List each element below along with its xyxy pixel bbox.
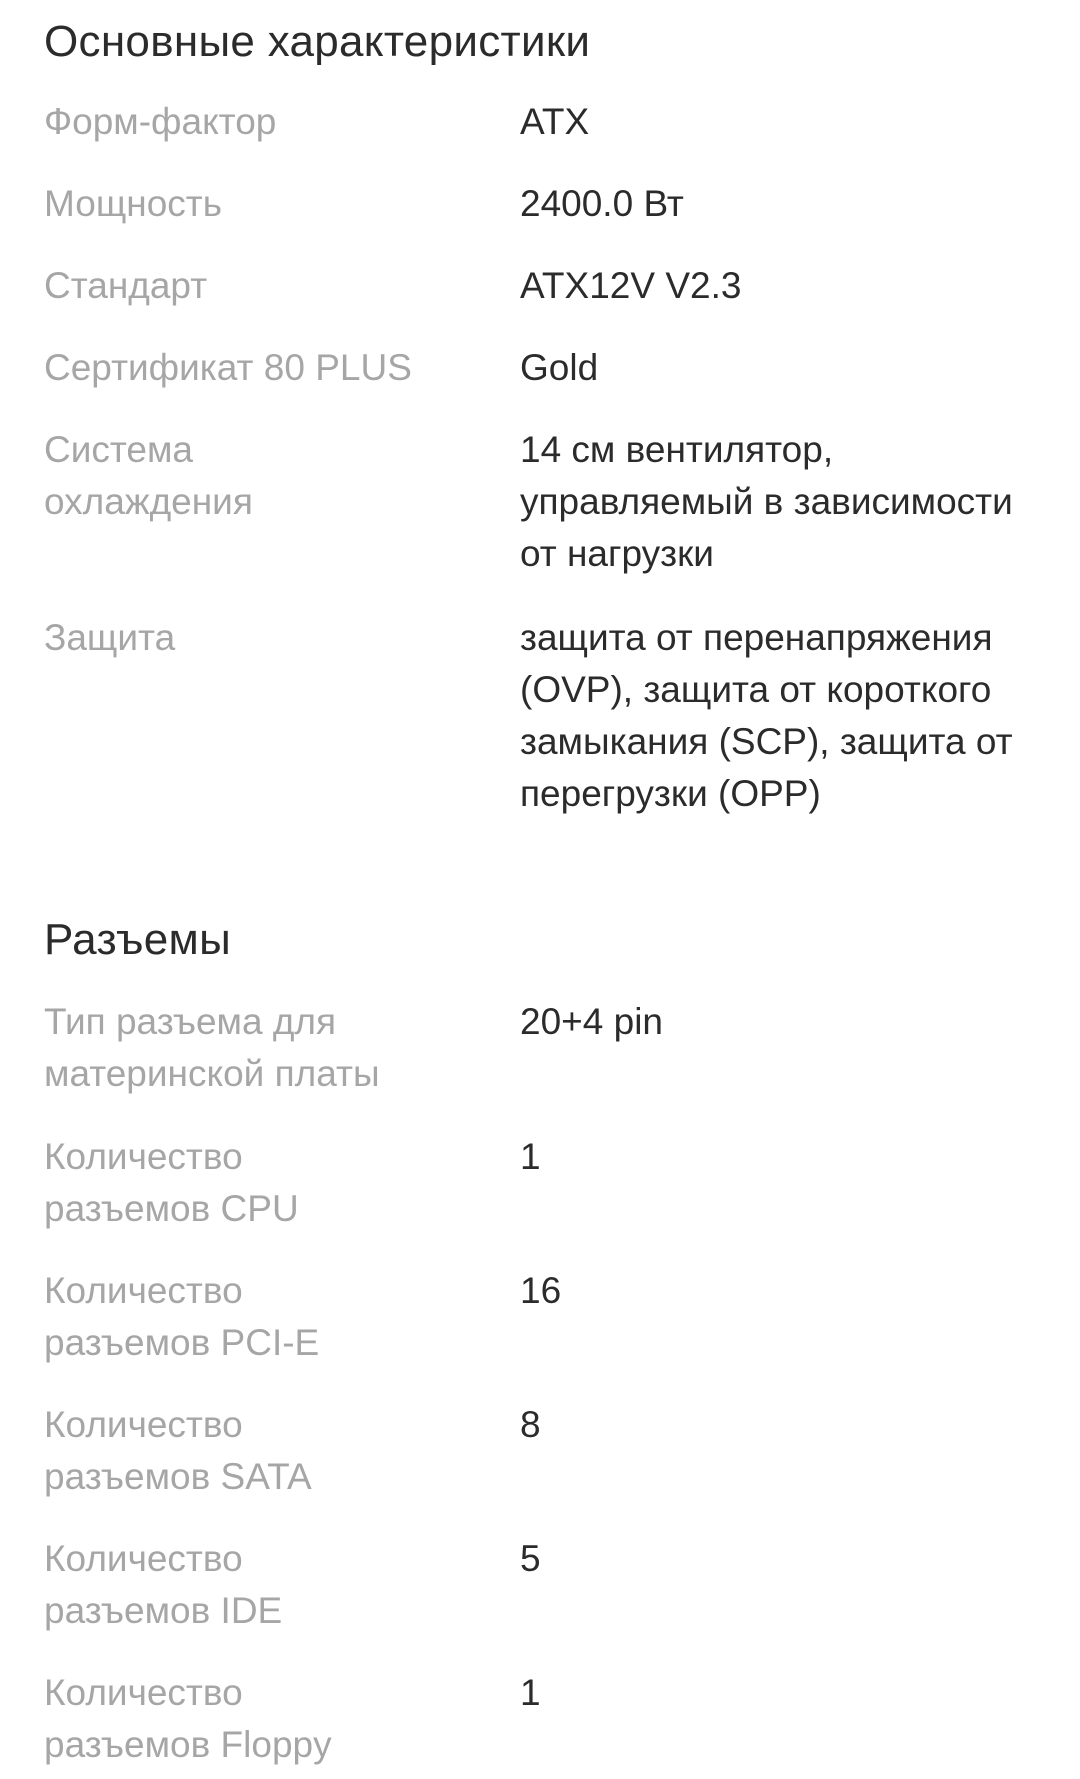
spec-value: Gold [520,347,599,388]
spec-label: Количество разъемов Floppy [44,1672,332,1765]
spec-value: 16 [520,1270,562,1311]
spec-label: Форм-фактор [44,101,277,142]
spec-value: 5 [520,1538,541,1579]
spec-value: защита от перенапряжения (OVP), защита от короткого замыкания (SCP), защита от перегрузки (OPP) [520,617,1013,814]
spec-label: Тип разъема для материнской платы [44,1001,380,1094]
section-title-connectors: Разъемы [44,915,232,964]
spec-value: 8 [520,1404,541,1445]
spec-value: ATX [520,101,590,142]
spec-value: 1 [520,1136,541,1177]
spec-label: Стандарт [44,265,208,306]
spec-label: Количество разъемов PCI-E [44,1270,320,1363]
spec-label: Сертификат 80 PLUS [44,347,412,388]
spec-label: Мощность [44,183,222,224]
spec-label: Система охлаждения [44,429,253,522]
spec-label: Количество разъемов SATA [44,1404,312,1497]
spec-value: 14 см вентилятор, управляемый в зависимости от нагрузки [520,429,1013,574]
spec-value: 1 [520,1672,541,1713]
spec-label: Защита [44,617,176,658]
spec-value: 20+4 pin [520,1001,663,1042]
spec-value: ATX12V V2.3 [520,265,742,306]
spec-label: Количество разъемов CPU [44,1136,299,1229]
spec-value: 2400.0 Вт [520,183,684,224]
section-title-main: Основные характеристики [44,17,591,66]
spec-label: Количество разъемов IDE [44,1538,283,1631]
